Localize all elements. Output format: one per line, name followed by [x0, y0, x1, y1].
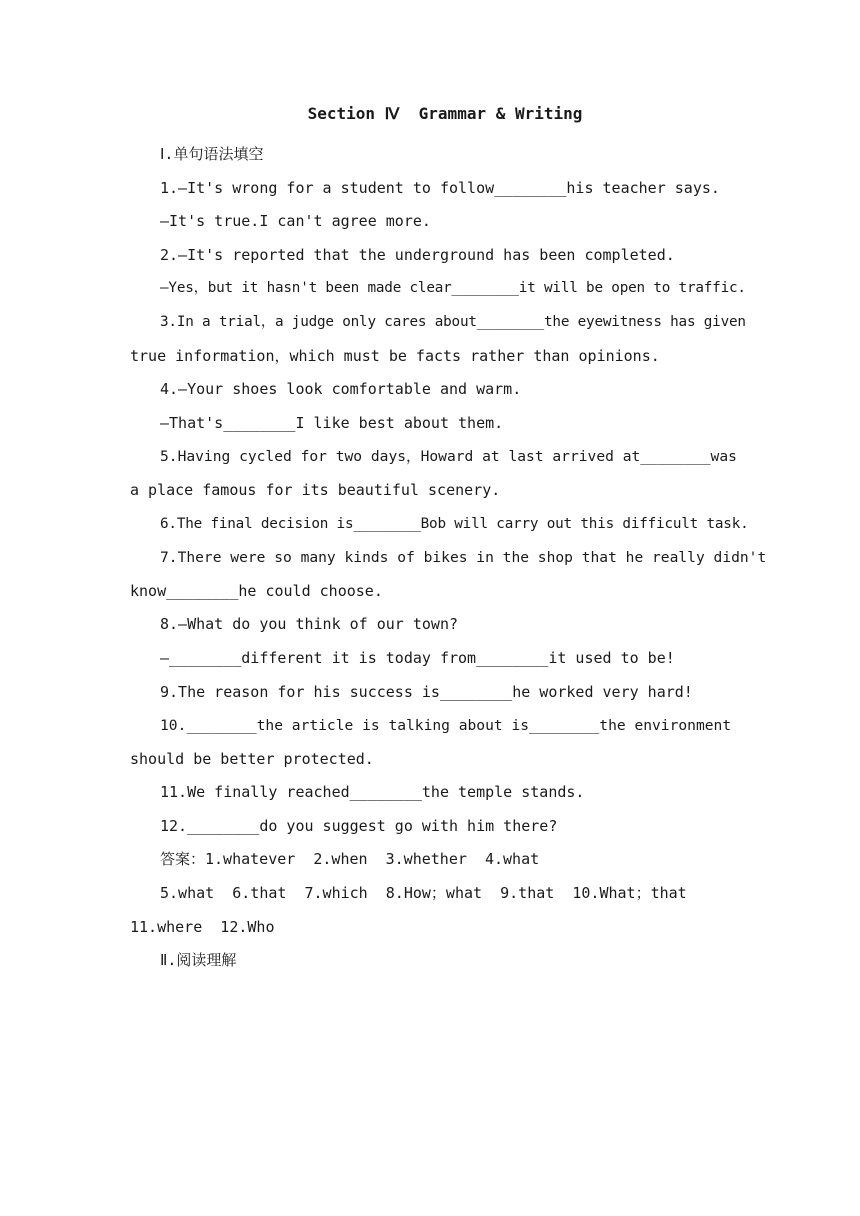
answer-line: 5.what 6.that 7.which 8.How；what 9.that 10.What；that: [160, 884, 687, 903]
question-line: 8.—What do you think of our town?: [160, 615, 459, 634]
section-heading-reading: Ⅱ.阅读理解: [160, 951, 237, 970]
section-heading-grammar: Ⅰ.单句语法填空: [160, 145, 264, 163]
question-line: 2.—It's reported that the underground has been completed.: [160, 245, 675, 264]
question-line: 7.There were so many kinds of bikes in the shop that he really didn't: [160, 549, 767, 567]
answer-line: 11.where 12.Who: [130, 917, 275, 936]
question-line: 3.In a trial，a judge only cares about________the eyewitness has given: [160, 313, 746, 330]
exercise-content: [130, 138, 767, 978]
question-line: should be better protected.: [130, 749, 374, 768]
question-line: 1.—It's wrong for a student to follow________his teacher says.: [160, 178, 720, 197]
question-line: —That's________I like best about them.: [160, 413, 504, 432]
answer-line: 答案：1.whatever 2.when 3.whether 4.what: [160, 850, 540, 869]
question-line: 11.We finally reached________the temple stands.: [160, 783, 585, 802]
question-line: —________different it is today from________it used to be!: [160, 648, 675, 667]
question-line: know________he could choose.: [130, 581, 383, 600]
question-line: 5.Having cycled for two days，Howard at last arrived at________was: [160, 448, 737, 466]
question-line: true information，which must be facts rather than opinions.: [130, 346, 660, 365]
question-line: 9.The reason for his success is________he worked very hard!: [160, 682, 693, 701]
question-line: a place famous for its beautiful scenery.: [130, 480, 501, 499]
question-line: 6.The final decision is________Bob will carry out this difficult task.: [160, 515, 749, 532]
question-line: 12.________do you suggest go with him there?: [160, 816, 558, 835]
question-line: 4.—Your shoes look comfortable and warm.: [160, 380, 522, 399]
question-line: —Yes，but it hasn't been made clear________it will be open to traffic.: [160, 280, 746, 297]
page-title: Section Ⅳ Grammar & Writing: [307, 104, 583, 123]
question-line: —It's true.I can't agree more.: [160, 212, 431, 231]
question-line: 10.________the article is talking about is________the environment: [160, 717, 732, 735]
